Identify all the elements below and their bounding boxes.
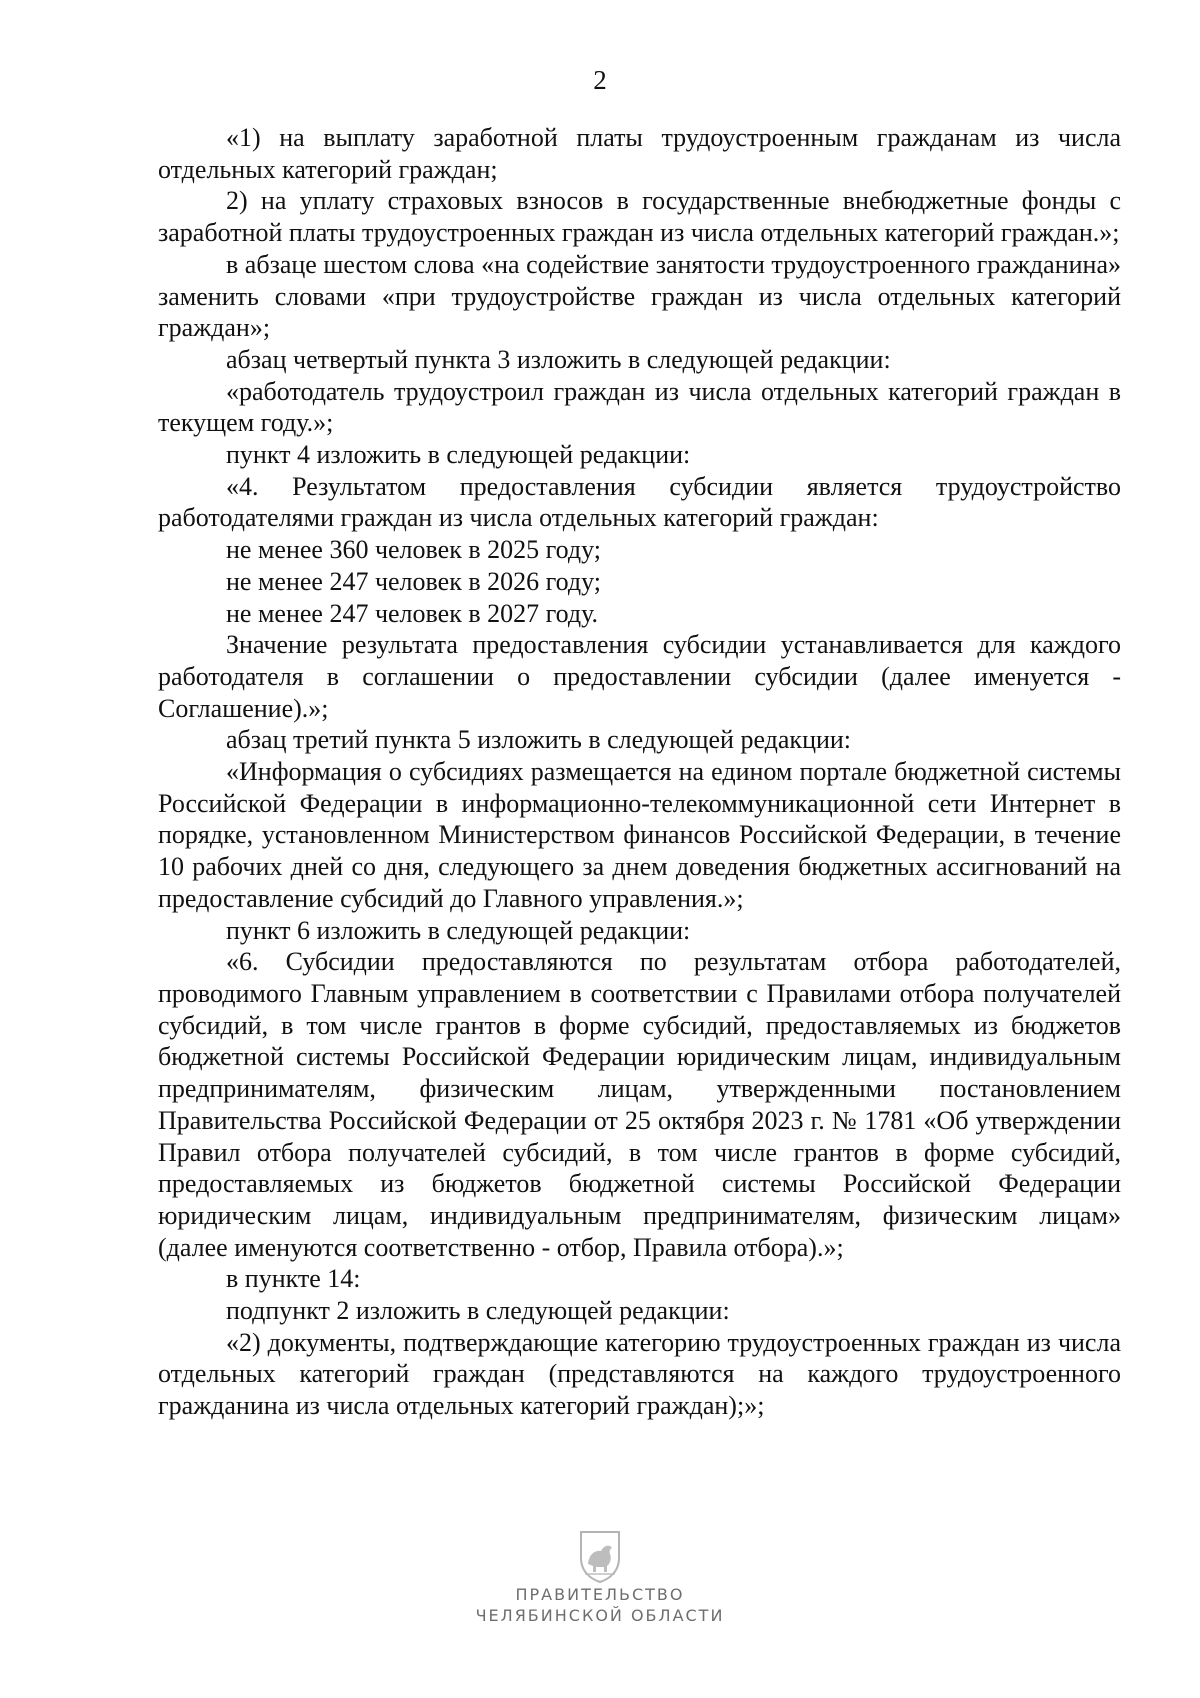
paragraph: «1) на выплату заработной платы трудоустроенным гражданам из числа отдельных категорий граждан; xyxy=(158,123,1121,184)
paragraph: не менее 247 человек в 2027 году. xyxy=(226,598,598,628)
paragraph: не менее 360 человек в 2025 году; xyxy=(226,535,601,565)
seal-line-2: ЧЕЛЯБИНСКОЙ ОБЛАСТИ xyxy=(475,1606,725,1625)
paragraph: пункт 6 изложить в следующей редакции: xyxy=(226,915,691,945)
document-body xyxy=(158,122,1121,1422)
paragraph: в абзаце шестом слова «на содействие занятости трудоустроенного гражданина» заменить словами «при трудоустройстве граждан из числа отдельных категорий граждан»; xyxy=(158,249,1121,343)
paragraph: подпункт 2 изложить в следующей редакции: xyxy=(226,1296,730,1326)
paragraph: «Информация о субсидиях размещается на едином портале бюджетной системы Российской Федерации в информационно-телекоммуникационной сети Интернет в порядке, установленном Министерством финансов Российской Федерации, в течение 10 рабочих дней со дня, следующего за днем доведения бюджетных ассигнований на предоставление субсидий до Главного управления.»; xyxy=(158,757,1121,913)
paragraph: не менее 247 человек в 2026 году; xyxy=(226,566,601,596)
paragraph: «работодатель трудоустроил граждан из числа отдельных категорий граждан в текущем году.»; xyxy=(158,376,1121,438)
paragraph: Значение результата предоставления субсидии устанавливается для каждого работодателя в соглашении о предоставлении субсидии (далее именуется - Соглашение).»; xyxy=(158,630,1121,723)
government-seal xyxy=(470,1528,730,1698)
paragraph: «2) документы, подтверждающие категорию трудоустроенных граждан из числа отдельных категорий граждан (представляются на каждого трудоустроенного гражданина из числа отдельных категорий граждан);»; xyxy=(158,1327,1121,1421)
coat-of-arms-icon xyxy=(577,1528,623,1584)
paragraph: пункт 4 изложить в следующей редакции: xyxy=(226,440,691,470)
paragraph: абзац третий пункта 5 изложить в следующей редакции: xyxy=(226,725,852,755)
paragraph: «4. Результатом предоставления субсидии является трудоустройство работодателями граждан из числа отдельных категорий граждан: xyxy=(158,471,1121,533)
paragraph: «6. Субсидии предоставляются по результатам отбора работодателей, проводимого Главным управлением в соответствии с Правилами отбора получателей субсидий, в том числе грантов в форме субсидий, предоставляемых из бюджетов бюджетной системы Российской Федерации юридическим лицам, индивидуальным предпринимателям, физическим лицам, утвержденными постановлением Правительства Российской Федерации от 25 октября 2023 г. № 1781 «Об утверждении Правил отбора получателей субсидий, в том числе грантов в форме субсидий, предоставляемых из бюджетов бюджетной системы Российской Федерации юридическим лицам, индивидуальным предпринимателям, физическим лицам» (далее именуются соответственно - отбор, Правила отбора).»; xyxy=(158,947,1121,1262)
paragraph: 2) на уплату страховых взносов в государственные внебюджетные фонды с заработной платы трудоустроенных граждан из числа отдельных категорий граждан.»; xyxy=(158,186,1121,248)
paragraph: в пункте 14: xyxy=(226,1264,361,1294)
seal-line-1: ПРАВИТЕЛЬСТВО xyxy=(515,1585,685,1604)
page-number: 2 xyxy=(593,65,607,95)
paragraph: абзац четвертый пункта 3 изложить в следующей редакции: xyxy=(226,344,891,374)
